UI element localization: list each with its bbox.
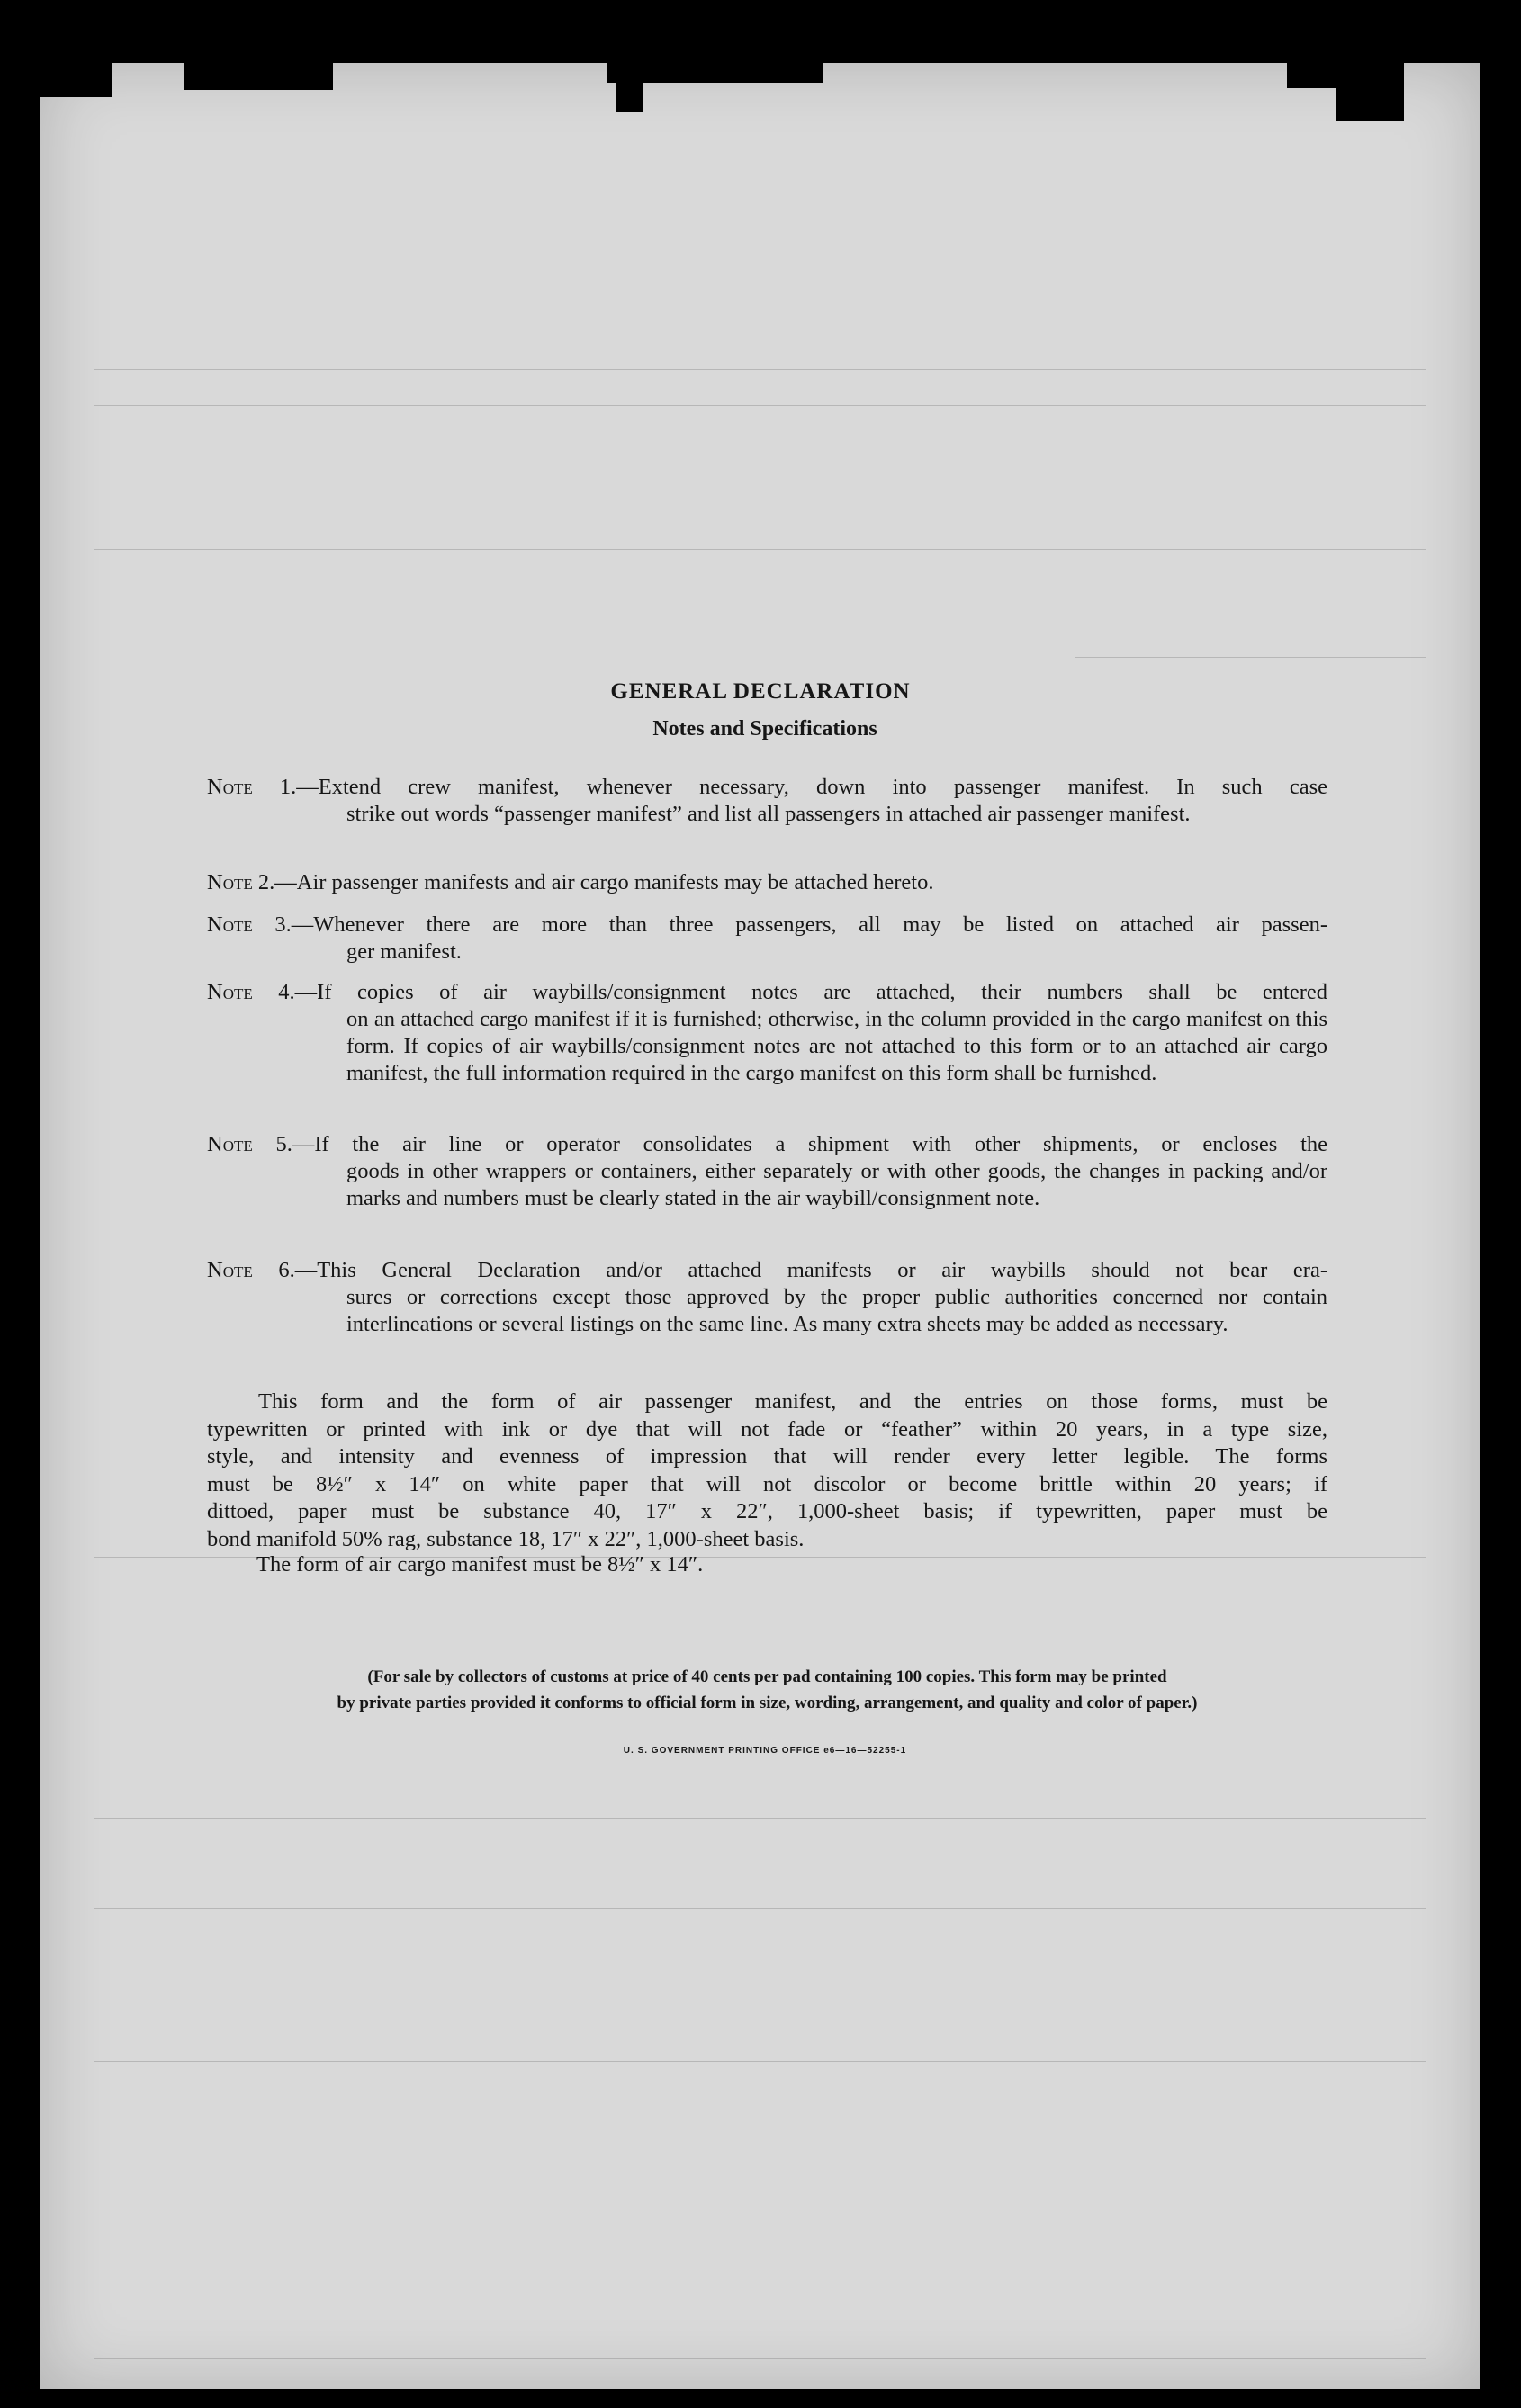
note-label: Note 4.: [207, 980, 295, 1004]
printer-line: U. S. GOVERNMENT PRINTING OFFICE e6—16—52255-1: [623, 1746, 907, 1756]
note-text: —If copies of air waybills/consignment notes are attached, their numbers shall be entered: [294, 980, 1328, 1004]
note-text-continued: sures or corrections except those approved by the proper public authorities concerned nor contain interlineations or several listings on the same line. As many extra sheets may be added as necessary.: [346, 1285, 1328, 1336]
note-label: Note 5.: [207, 1132, 292, 1156]
note-6: [207, 1257, 1328, 1338]
paragraph-line: must be 8½″ x 14″ on white paper that will not discolor or become brittle within 20 years; if: [207, 1471, 1328, 1496]
cargo-form-note: The form of air cargo manifest must be 8½″ x 14″.: [256, 1552, 704, 1577]
note-text: —Extend crew manifest, whenever necessary, down into passenger manifest. In such case: [296, 775, 1328, 799]
note-label: Note 6.: [207, 1258, 295, 1282]
note-label: Note 1.: [207, 775, 297, 799]
page-title: GENERAL DECLARATION: [610, 679, 911, 704]
sale-note-line-1: (For sale by collectors of customs at price of 40 cents per pad containing 100 copies. This form may be printed: [367, 1667, 1167, 1686]
specifications-paragraph: [207, 1388, 1328, 1553]
note-label: Note 2.: [207, 870, 275, 894]
note-4: [207, 979, 1328, 1087]
page-subtitle: Notes and Specifications: [652, 717, 878, 741]
note-label: Note 3.: [207, 912, 292, 937]
note-2: [207, 869, 1328, 896]
note-text-continued: ger manifest.: [346, 939, 462, 964]
paragraph-line: bond manifold 50% rag, substance 18, 17″ x 22″, 1,000-sheet basis.: [207, 1526, 805, 1551]
paragraph-line: dittoed, paper must be substance 40, 17″ x 22″, 1,000-sheet basis; if typewritten, paper must be: [207, 1499, 1328, 1523]
note-text-continued: goods in other wrappers or containers, either separately or with other goods, the changes in packing and/or marks and numbers must be clearly stated in the air waybill/consignment note.: [346, 1159, 1328, 1210]
note-text: —Air passenger manifests and air cargo manifests may be attached hereto.: [274, 870, 934, 894]
note-text-continued: on an attached cargo manifest if it is furnished; otherwise, in the column provided in the cargo manifest on this form. If copies of air waybills/consignment notes are not attached to this form or to an attached air cargo manifest, the full information required in the cargo manifest on this form shall be furnished.: [346, 1007, 1328, 1085]
paragraph-line: typewritten or printed with ink or dye that will not fade or “feather” within 20 years, in a type size,: [207, 1416, 1328, 1442]
sale-note: [207, 1664, 1328, 1716]
paragraph-line: This form and the form of air passenger manifest, and the entries on those forms, must be: [258, 1389, 1328, 1414]
note-3: [207, 912, 1328, 966]
paragraph-line: style, and intensity and evenness of impression that will render every letter legible. The forms: [207, 1444, 1328, 1469]
note-text: —This General Declaration and/or attached manifests or air waybills should not bear era-: [294, 1258, 1328, 1282]
note-text: —If the air line or operator consolidates a shipment with other shipments, or encloses the: [292, 1132, 1328, 1156]
sale-note-line-2: by private parties provided it conforms to official form in size, wording, arrangement, and quality and color of paper.): [337, 1694, 1198, 1712]
note-1: [207, 774, 1328, 828]
note-text-continued: strike out words “passenger manifest” and list all passengers in attached air passenger manifest.: [346, 802, 1191, 826]
note-text: —Whenever there are more than three passengers, all may be listed on attached air passen-: [291, 912, 1328, 937]
note-5: [207, 1131, 1328, 1212]
